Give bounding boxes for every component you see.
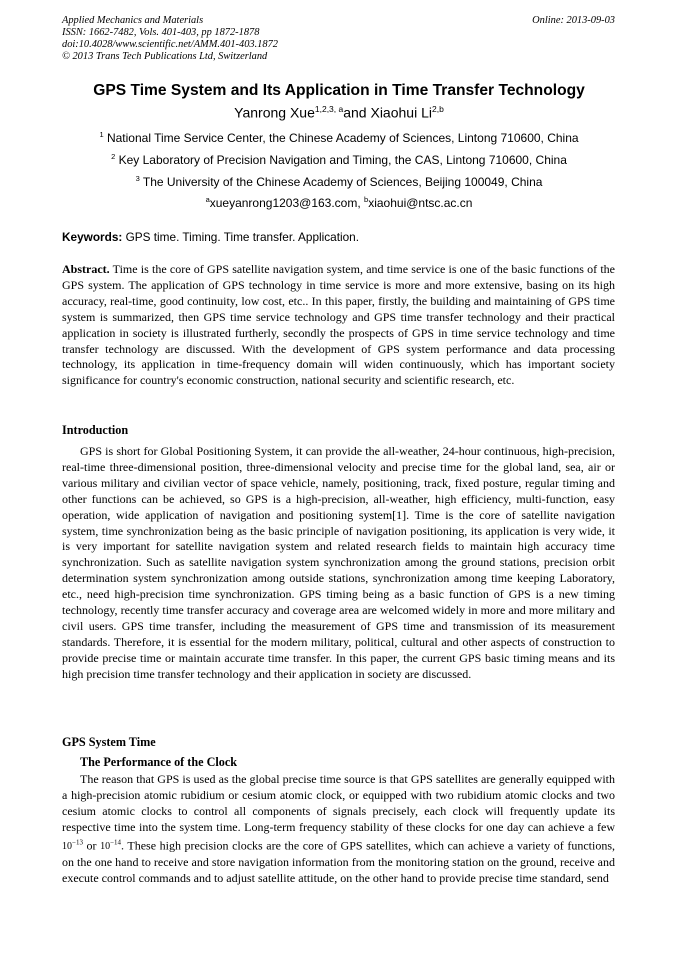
affiliation-number: 3	[135, 174, 140, 183]
section-heading: GPS System Time	[62, 735, 156, 749]
journal-name: Applied Mechanics and Materials	[62, 15, 204, 26]
introduction-paragraph: GPS is short for Global Positioning System, it can provide the all-weather, 24-hour continuous, high-precision, real-time three-dimensional position, three-dimensional velocity and precise time for the global land, sea, air or various military and civilian vector of space vehicle, namely, positioning, track, fixed posture, regular timing and other functions can be achieved, so GPS is a high-precision, all-weather, high efficiency, multi-function, easy operation, wide application of navigation and positioning system[1]. Time is the core of satellite navigation system, time synchronization being as the basic principle of navigation positioning, its application is very wide, it is very important for satellite navigation system and related research fields to maintain high accuracy time synchronization. Such as satellite navigation system synchronization among the ground stations, precision orbit determination system synchronization among outside stations, synchronization among time keeping Laboratory, etc., need high-precision time synchronization. GPS timing being as a basic function of GPS is a new timing technology, recently time transfer accuracy and coverage area are welcomed widely in more and more military and civil users. GPS time transfer, including the measurement of GPS time and transmission of its measurement standards. Therefore, it is essential for the modern military, political, cultural and other aspects of construction to provide precise time or maintain accurate time transfer. In this paper, the current GPS basic timing means and its high precision time transfer technology and their application in society are discussed.	[62, 444, 615, 681]
author-1-superscript: 1,2,3, a	[314, 104, 344, 114]
exponent-2-base: 10	[100, 840, 111, 852]
email-a-superscript: a	[205, 195, 210, 204]
affiliation-1	[0, 130, 678, 145]
journal-issn: ISSN: 1662-7482, Vols. 401-403, pp 1872-1878	[62, 27, 260, 38]
exponent-1-base: 10	[62, 840, 72, 852]
email-b: xiaohui@ntsc.ac.cn	[368, 196, 473, 210]
abstract-label: Abstract.	[62, 262, 110, 276]
author-line	[0, 104, 678, 121]
abstract	[62, 262, 615, 389]
author-1: Yanrong Xue	[234, 104, 315, 121]
author-2: and Xiaohui Li	[343, 104, 432, 121]
online-date: Online: 2013-09-03	[532, 15, 615, 26]
section-text-before: The reason that GPS is used as the global precise time source is that GPS satellites are generally equipped with a high-precision atomic rubidium or cesium atomic clock, or equipped with two rubidium atomic clocks and two cesium atomic clocks to control all components of signals precisely, each clock will frequently update its respective time into the system time. Long-term frequency stability of these clocks for one day can achieve a few	[62, 772, 615, 834]
author-emails	[0, 195, 678, 210]
exponent-2	[100, 838, 122, 852]
abstract-text: Time is the core of GPS satellite navigation system, and time service is one of the basic functions of the GPS system. The application of GPS technology in time service is more and more extensive, basing on its high accuracy, real-time, good continuity, low cost, etc.. In this paper, firstly, the building and maintaining of GPS time system is summarized, then GPS time service technology and GPS time transfer technology and their practical application in society is illustrated furtherly, secondly the prospects of GPS in time service technology and time transfer technology are discussed. With the development of GPS system performance and data processing technology, its application in time-frequency domain will widen continuously, which has important society significance for country's economic construction, national security and scientific research, etc.	[62, 262, 615, 388]
affiliation-number: 1	[99, 130, 104, 139]
subsection-heading: The Performance of the Clock	[80, 755, 238, 769]
journal-copyright: © 2013 Trans Tech Publications Ltd, Switzerland	[62, 51, 268, 62]
keywords-label: Keywords:	[62, 230, 123, 244]
journal-header	[62, 15, 615, 63]
affiliation-number: 2	[111, 152, 116, 161]
introduction-body	[62, 444, 615, 683]
affiliation-2	[0, 152, 678, 167]
exponent-1	[62, 838, 83, 852]
exponent-2-power: −14	[110, 838, 122, 847]
journal-doi: doi:10.4028/www.scientific.net/AMM.401-403.1872	[62, 39, 278, 50]
exponent-1-power: −13	[72, 838, 83, 847]
introduction-heading: Introduction	[62, 423, 129, 437]
affiliation-3	[0, 174, 678, 189]
section-body	[62, 772, 615, 887]
author-2-superscript: 2,b	[431, 104, 444, 114]
section-paragraph	[62, 772, 615, 887]
keywords-text: GPS time. Timing. Time transfer. Application.	[122, 230, 359, 244]
affiliation-text: The University of the Chinese Academy of Sciences, Beijing 100049, China	[142, 175, 543, 189]
section-or: or	[82, 837, 101, 852]
affiliation-text: Key Laboratory of Precision Navigation and Timing, the CAS, Lintong 710600, China	[118, 153, 567, 167]
email-a: xueyanrong1203@163.com,	[209, 196, 365, 210]
paper-title: GPS Time System and Its Application in Time Transfer Technology	[93, 82, 585, 99]
section-text-after: . These high precision clocks are the core of GPS satellites, which can achieve a variety of functions, on the one hand to receive and store navigation information from the monitoring station on the ground, receive and execute control commands and to adjust satellite attitude, on the other hand to provide precise time standard, send	[62, 837, 615, 885]
affiliation-text: National Time Service Center, the Chinese Academy of Sciences, Lintong 710600, China	[106, 131, 579, 145]
email-b-superscript: b	[364, 195, 369, 204]
keywords	[62, 230, 615, 244]
